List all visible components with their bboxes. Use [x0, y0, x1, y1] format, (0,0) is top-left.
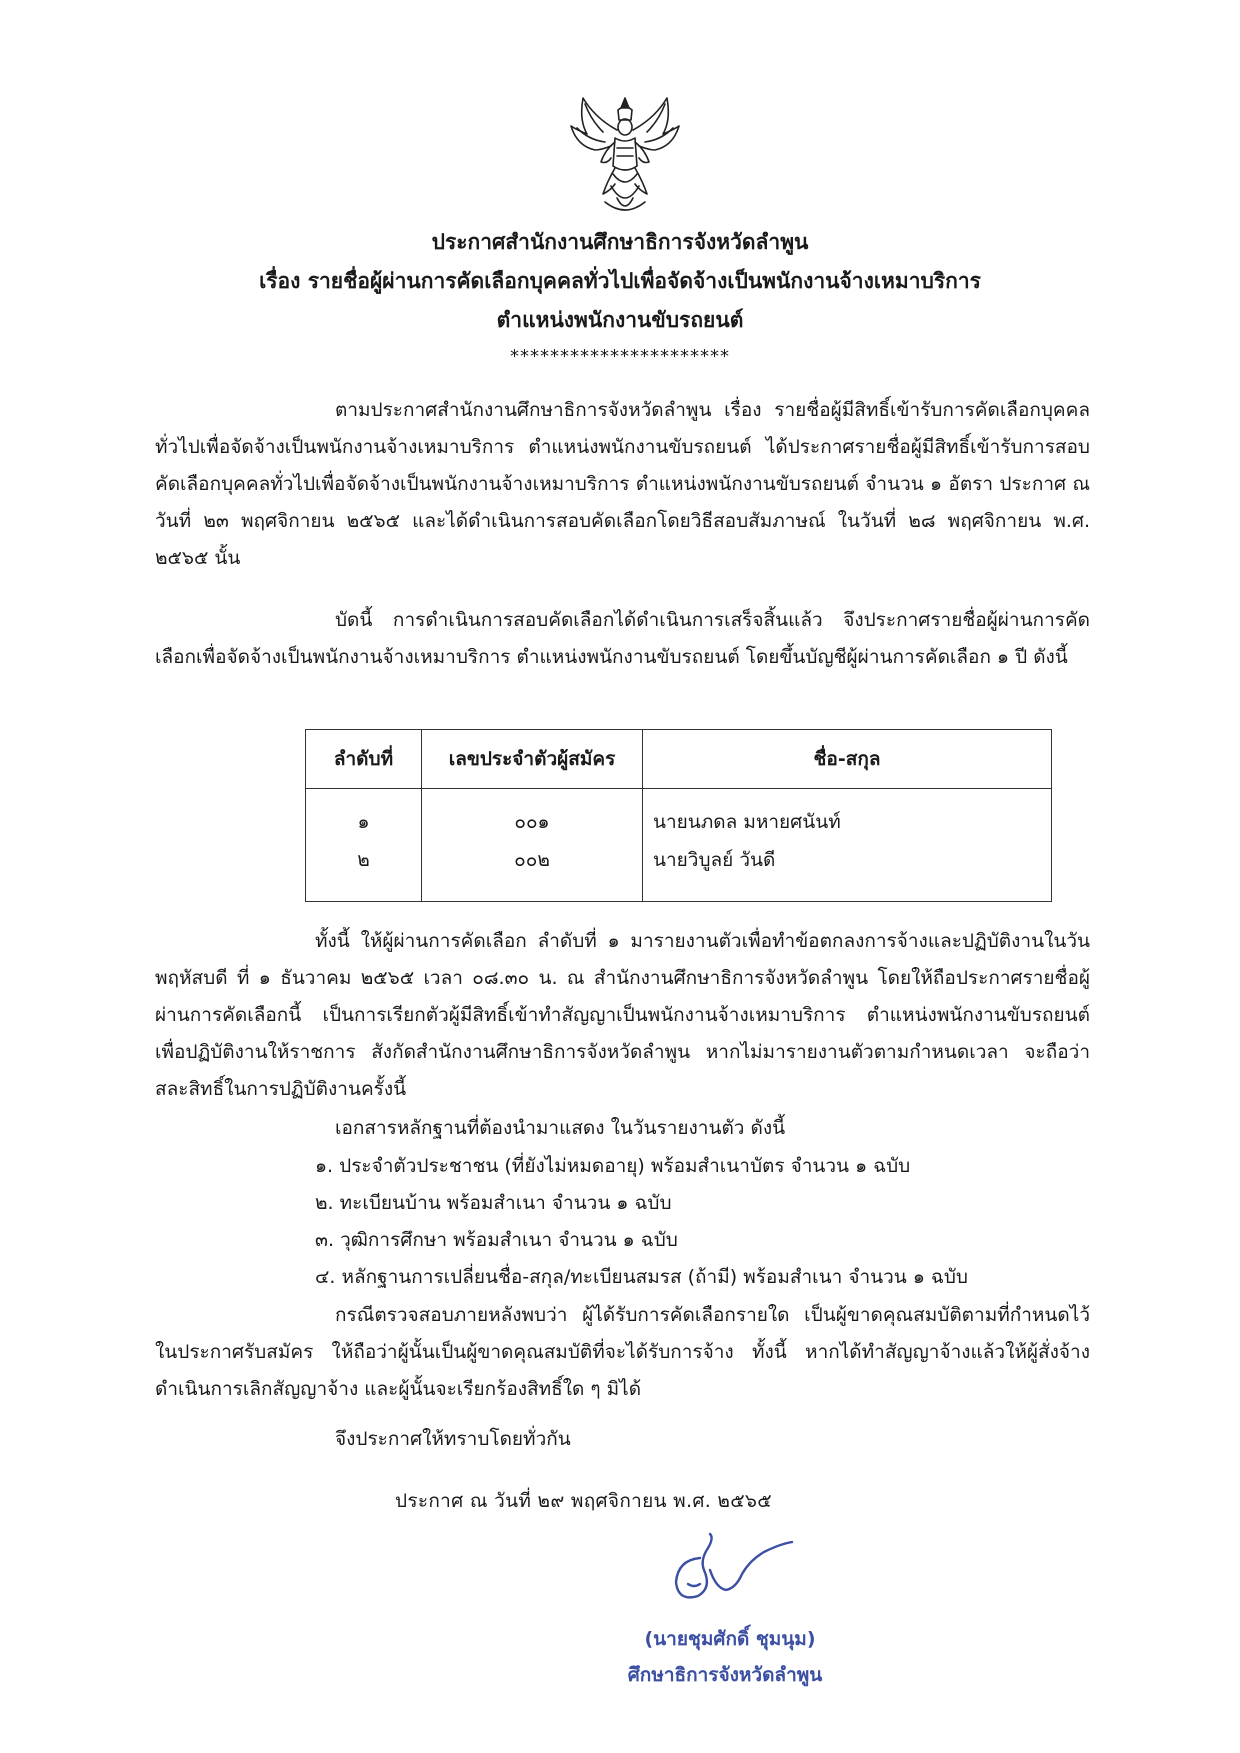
list-item: ๔. หลักฐานการเปลี่ยนชื่อ-สกุล/ทะเบียนสมรส (ถ้ามี) พร้อมสำเนา จำนวน ๑ ฉบับ: [315, 1266, 968, 1288]
table-row: [306, 789, 1052, 842]
cell-order: ๒: [306, 841, 422, 902]
paragraph-report-text: ทั้งนี้ ให้ผู้ผ่านการคัดเลือก ลำดับที่ ๑ มารายงานตัวเพื่อทำข้อตกลงการจ้างและปฏิบัติงานในวันพฤหัสบดี ที่ ๑ ธันวาคม ๒๕๖๕ เวลา ๐๘.๓๐ น. ณ สำนักงานศึกษาธิการจังหวัดลำพูน โดยให้ถือประกาศรายชื่อผู้ผ่านการคัดเลือกนี้ เป็นการเรียกตัวผู้มีสิทธิ์เข้าทำสัญญาเป็นพนักงานจ้างเหมาบริการ ตำแหน่งพนักงานขับรถยนต์ เพื่อปฏิบัติงานให้ราชการ สังกัดสำนักงานศึกษาธิการจังหวัดลำพูน หากไม่มารายงานตัวตามกำหนดเวลา จะถือว่าสละสิทธิ์ในการปฏิบัติงานครั้งนี้: [155, 930, 1090, 1100]
documents-list: [315, 1148, 968, 1296]
list-item: ๓. วุฒิการศึกษา พร้อมสำเนา จำนวน ๑ ฉบับ: [315, 1229, 678, 1251]
announcement-date: ประกาศ ณ วันที่ ๒๙ พฤศจิกายน พ.ศ. ๒๕๖๕: [395, 1490, 772, 1512]
paragraph-disqualification-text: กรณีตรวจสอบภายหลังพบว่า ผู้ได้รับการคัดเลือกรายใด เป็นผู้ขาดคุณสมบัติตามที่กำหนดไว้ในประกาศรับสมัคร ให้ถือว่าผู้นั้นเป็นผู้ขาดคุณสมบัติที่จะได้รับการจ้าง ทั้งนี้ หากได้ทำสัญญาจ้างแล้วให้ผู้สั่งจ้าง ดำเนินการเลิกสัญญาจ้าง และผู้นั้นจะเรียกร้องสิทธิ์ใด ๆ มิได้: [155, 1304, 1090, 1400]
list-item: ๒. ทะเบียนบ้าน พร้อมสำเนา จำนวน ๑ ฉบับ: [315, 1192, 672, 1214]
column-header-applicant-id: เลขประจำตัวผู้สมัคร: [422, 730, 643, 789]
signer-name: (นายชุมศักดิ์ ชุมนุม): [644, 1628, 816, 1650]
cell-order: ๑: [306, 789, 422, 842]
signer-title: ศึกษาธิการจังหวัดลำพูน: [627, 1664, 823, 1686]
cell-name: นายนภดล มหายศนันท์: [643, 789, 1052, 842]
documents-intro: เอกสารหลักฐานที่ต้องนำมาแสดง ในวันรายงานตัว ดังนี้: [335, 1117, 786, 1139]
announcement-position: ตำแหน่งพนักงานขับรถยนต์: [496, 308, 744, 332]
table-row: [306, 841, 1052, 902]
column-header-name: ชื่อ-สกุล: [643, 730, 1052, 789]
passed-candidates-table: [305, 729, 1052, 902]
paragraph-report-instructions: [155, 923, 1090, 1108]
paragraph-background-text: ตามประกาศสำนักงานศึกษาธิการจังหวัดลำพูน เรื่อง รายชื่อผู้มีสิทธิ์เข้ารับการคัดเลือกบุคคลทั่วไปเพื่อจัดจ้างเป็นพนักงานจ้างเหมาบริการ ตำแหน่งพนักงานขับรถยนต์ ได้ประกาศรายชื่อผู้มีสิทธิ์เข้ารับการสอบคัดเลือกบุคคลทั่วไปเพื่อจัดจ้างเป็นพนักงานจ้างเหมาบริการ ตำแหน่งพนักงานขับรถยนต์ จำนวน ๑ อัตรา ประกาศ ณ วันที่ ๒๓ พฤศจิกายน ๒๕๖๕ และได้ดำเนินการสอบคัดเลือกโดยวิธีสอบสัมภาษณ์ ในวันที่ ๒๘ พฤศจิกายน พ.ศ. ๒๕๖๕ นั้น: [155, 399, 1090, 569]
cell-name: นายวิบูลย์ วันดี: [643, 841, 1052, 902]
closing-statement: จึงประกาศให้ทราบโดยทั่วกัน: [335, 1428, 571, 1450]
list-item: ๑. ประจำตัวประชาชน (ที่ยังไม่หมดอายุ) พร้อมสำเนาบัตร จำนวน ๑ ฉบับ: [315, 1155, 911, 1177]
cell-applicant-id: ๐๐๒: [422, 841, 643, 902]
table-header-row: [306, 730, 1052, 789]
paragraph-result-text: บัดนี้ การดำเนินการสอบคัดเลือกได้ดำเนินการเสร็จสิ้นแล้ว จึงประกาศรายชื่อผู้ผ่านการคัดเลือกเพื่อจัดจ้างเป็นพนักงานจ้างเหมาบริการ ตำแหน่งพนักงานขับรถยนต์ โดยขึ้นบัญชีผู้ผ่านการคัดเลือก ๑ ปี ดังนี้: [155, 609, 1090, 668]
paragraph-result: [155, 602, 1090, 676]
handwritten-signature: [660, 1530, 810, 1610]
announcement-subject: เรื่อง รายชื่อผู้ผ่านการคัดเลือกบุคคลทั่วไปเพื่อจัดจ้างเป็นพนักงานจ้างเหมาบริการ: [259, 269, 981, 293]
separator-line: **********************: [510, 346, 730, 367]
paragraph-disqualification: [155, 1297, 1090, 1408]
column-header-order: ลำดับที่: [306, 730, 422, 789]
garuda-emblem-icon: [565, 90, 685, 220]
cell-applicant-id: ๐๐๑: [422, 789, 643, 842]
paragraph-background: [155, 392, 1090, 577]
announcement-title: ประกาศสำนักงานศึกษาธิการจังหวัดลำพูน: [431, 230, 809, 254]
